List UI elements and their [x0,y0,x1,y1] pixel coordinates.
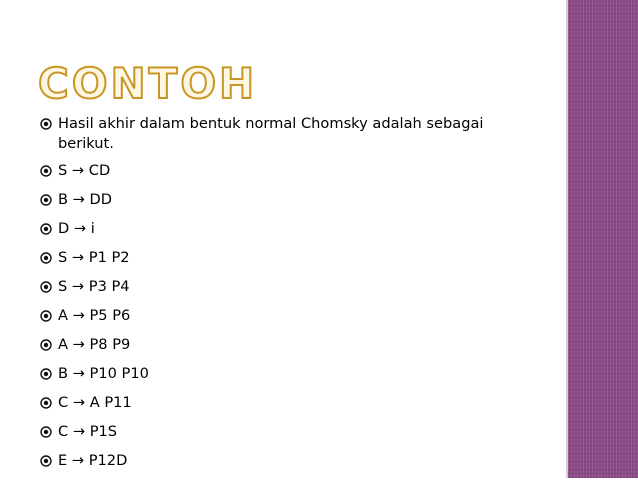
bullet-text: S → P1 P2 [58,249,130,266]
list-item [40,422,560,442]
circled-dot-icon [40,310,52,322]
list-item [40,393,560,413]
list-item [40,451,560,471]
circled-dot-icon [40,339,52,351]
list-item [40,161,560,181]
list-item [40,277,560,297]
circled-dot-icon [40,118,52,130]
bullet-text: D → i [58,220,95,237]
bullet-text: S → CD [58,162,111,179]
content-area [40,114,560,480]
bullet-list [40,114,560,471]
list-item [40,248,560,268]
bullet-text: E → P12D [58,452,128,469]
circled-dot-icon [40,368,52,380]
list-item [40,219,560,239]
circled-dot-icon [40,281,52,293]
bullet-text: A → P5 P6 [58,307,131,324]
bullet-text: B → DD [58,191,112,208]
decorative-side-panel [568,0,638,478]
bullet-text: C → P1S [58,423,118,440]
bullet-text: S → P3 P4 [58,278,130,295]
list-item [40,364,560,384]
circled-dot-icon [40,426,52,438]
circled-dot-icon [40,165,52,177]
list-item [40,114,518,154]
list-item [40,190,560,210]
list-item [40,306,560,326]
circled-dot-icon [40,397,52,409]
circled-dot-icon [40,455,52,467]
bullet-text: Hasil akhir dalam bentuk normal Chomsky adalah sebagai berikut. [58,115,484,152]
bullet-text: B → P10 P10 [58,365,149,382]
circled-dot-icon [40,252,52,264]
slide-title: CONTOH [38,60,258,106]
list-item [40,335,560,355]
bullet-text: C → A P11 [58,394,132,411]
bullet-text: A → P8 P9 [58,336,131,353]
circled-dot-icon [40,223,52,235]
title-graphic [36,60,336,106]
title-container [36,60,336,106]
circled-dot-icon [40,194,52,206]
